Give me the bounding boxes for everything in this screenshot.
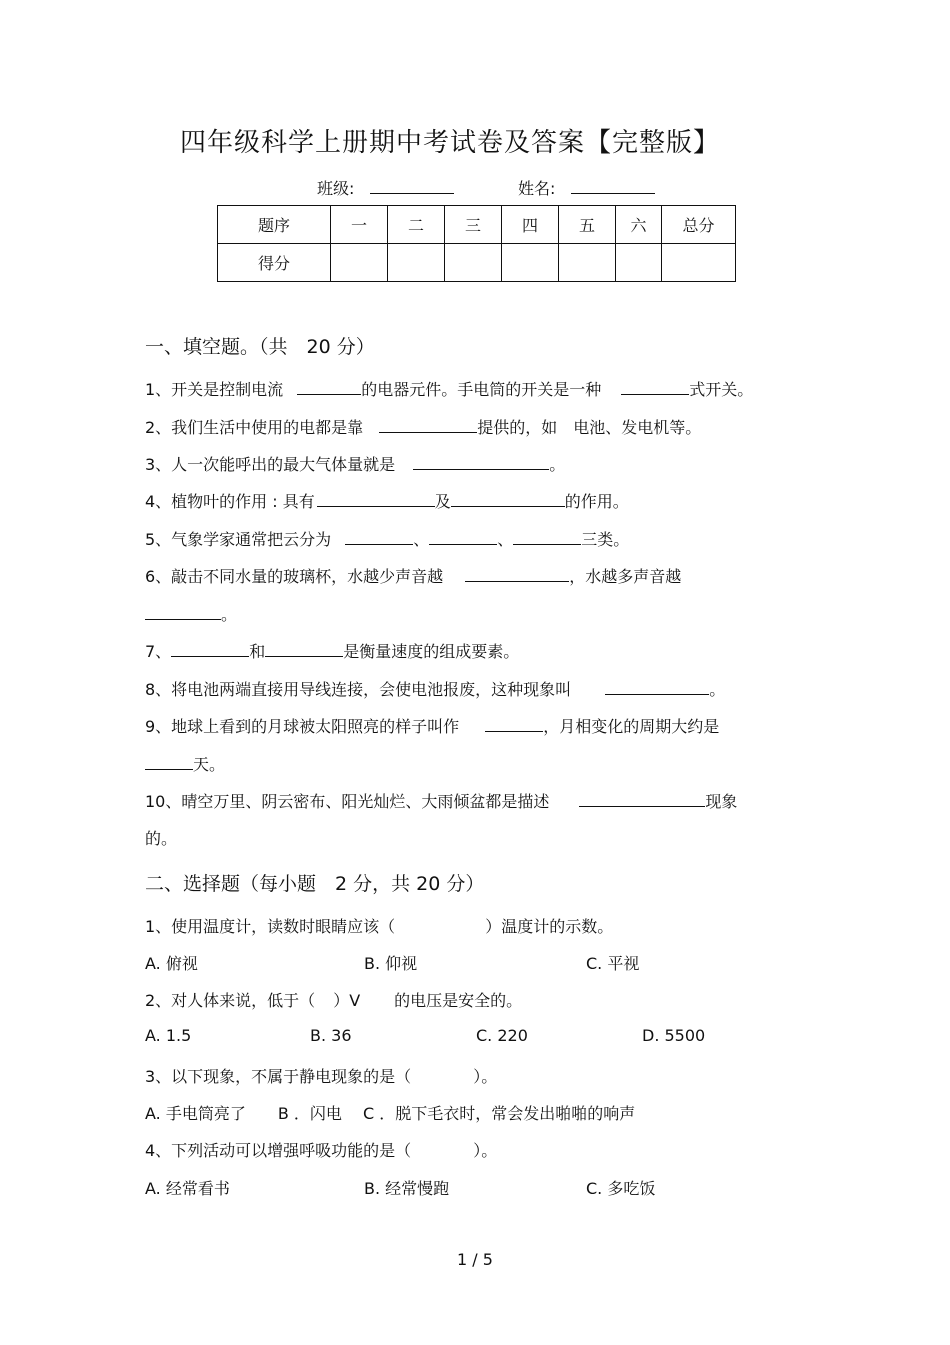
- option-a[interactable]: A. 俯视: [145, 954, 198, 973]
- option-c[interactable]: C. 220: [476, 1026, 528, 1045]
- q-text: 2、我们生活中使用的电都是靠: [145, 418, 364, 437]
- score-table: [217, 205, 736, 282]
- question-1-3: [145, 452, 565, 475]
- question-1-8: [145, 677, 725, 700]
- question-1-1: [145, 377, 753, 400]
- q-text: ）温度计的示数。: [485, 917, 614, 936]
- answer-blank[interactable]: [413, 453, 549, 470]
- answer-blank[interactable]: [605, 678, 709, 695]
- header-cell: 六: [616, 206, 662, 244]
- q-text: 天。: [193, 755, 226, 774]
- header-cell: 题序: [218, 206, 331, 244]
- q-text: 2、对人体来说，低于（: [145, 991, 316, 1010]
- options-line[interactable]: A. 手电筒亮了 B ．闪电 C ．脱下毛衣时，常会发出啪啪的响声: [145, 1104, 636, 1123]
- option-b[interactable]: B. 36: [310, 1026, 352, 1045]
- answer-blank[interactable]: [429, 528, 497, 545]
- header-cell: 四: [502, 206, 559, 244]
- answer-blank[interactable]: [145, 753, 193, 770]
- question-1-9: [145, 714, 719, 737]
- header-cell: 二: [388, 206, 445, 244]
- name-field: [518, 176, 655, 199]
- question-1-6: [145, 564, 681, 587]
- q-text: ）。: [473, 1141, 498, 1160]
- question-1-10: [145, 789, 737, 812]
- q-text: 及: [434, 492, 451, 511]
- q-text: 。: [221, 605, 238, 624]
- name-label: 姓名:: [518, 179, 556, 198]
- header-cell: 一: [331, 206, 388, 244]
- header-cell: 五: [559, 206, 616, 244]
- answer-blank[interactable]: [485, 715, 543, 732]
- answer-blank[interactable]: [171, 640, 249, 657]
- score-cell[interactable]: [559, 244, 616, 282]
- q-text: 1、开关是控制电流: [145, 380, 284, 399]
- name-blank: [571, 177, 655, 194]
- q-text: 4、植物叶的作用 : 具有: [145, 492, 315, 511]
- q-text: 8、将电池两端直接用导线连接，会使电池报废，这种现象叫: [145, 680, 572, 699]
- option-b[interactable]: B. 仰视: [364, 954, 418, 973]
- option-c[interactable]: C. 多吃饭: [586, 1179, 656, 1198]
- q-text: 。: [709, 680, 726, 699]
- option-a[interactable]: A. 1.5: [145, 1026, 192, 1045]
- q-text: 7、: [145, 642, 172, 661]
- question-1-10-cont: [145, 826, 177, 849]
- q-text: 式开关。: [689, 380, 754, 399]
- score-cell[interactable]: [502, 244, 559, 282]
- q-text: 、: [413, 530, 430, 549]
- q-text: 10、晴空万里、阴云密布、阳光灿烂、大雨倾盆都是描述: [145, 792, 550, 811]
- section1-heading: 一、填空题。（共 20 分）: [145, 336, 375, 358]
- page-title: 四年级科学上册期中考试卷及答案【完整版】: [179, 128, 720, 158]
- answer-blank[interactable]: [621, 378, 689, 395]
- question-1-7: [145, 639, 519, 662]
- page-number: 1 / 5: [457, 1250, 493, 1269]
- q-text: 4、下列活动可以增强呼吸功能的是（: [145, 1141, 412, 1160]
- score-cell[interactable]: [331, 244, 388, 282]
- score-table-header-row: [218, 206, 736, 244]
- answer-blank[interactable]: [345, 528, 413, 545]
- q-text: ）V: [333, 991, 361, 1010]
- class-field: [317, 176, 454, 199]
- answer-blank[interactable]: [379, 416, 477, 433]
- score-table-score-row: [218, 244, 736, 282]
- q-text: 3、人一次能呼出的最大气体量就是: [145, 455, 396, 474]
- score-cell[interactable]: [445, 244, 502, 282]
- answer-blank[interactable]: [579, 790, 705, 807]
- answer-blank[interactable]: [317, 490, 435, 507]
- header-cell: 总分: [662, 206, 736, 244]
- question-2-4: [145, 1138, 497, 1161]
- q-text: 6、敲击不同水量的玻璃杯，水越少声音越: [145, 567, 444, 586]
- q-text: 是衡量速度的组成要素。: [343, 642, 520, 661]
- question-1-5: [145, 527, 629, 550]
- q-text: ，月相变化的周期大约是: [543, 717, 720, 736]
- question-2-1: [145, 914, 613, 937]
- answer-blank[interactable]: [297, 378, 361, 395]
- q-text: ，水越多声音越: [569, 567, 682, 586]
- q-text: 和: [249, 642, 266, 661]
- q-text: 提供的，如 电池、发电机等。: [477, 418, 702, 437]
- answer-blank[interactable]: [513, 528, 581, 545]
- q-text: 三类。: [581, 530, 630, 549]
- header-cell: 三: [445, 206, 502, 244]
- section2-heading: 二、选择题（每小题 2 分，共 20 分）: [145, 873, 485, 895]
- score-cell[interactable]: [662, 244, 736, 282]
- option-b[interactable]: B. 经常慢跑: [364, 1179, 450, 1198]
- class-label: 班级:: [317, 179, 355, 198]
- question-1-6-cont: [145, 602, 237, 625]
- q-text: 1、使用温度计，读数时眼睛应该（: [145, 917, 396, 936]
- option-d[interactable]: D. 5500: [642, 1026, 706, 1045]
- score-row-label: 得分: [218, 244, 331, 282]
- q-text: 的电器元件。手电筒的开关是一种: [361, 380, 602, 399]
- q-text: ）。: [473, 1067, 498, 1086]
- q-text: 。: [549, 455, 566, 474]
- q-text: 的电压是安全的。: [394, 991, 523, 1010]
- q-text: 、: [497, 530, 514, 549]
- score-cell[interactable]: [616, 244, 662, 282]
- q-text: 的。: [145, 829, 178, 848]
- option-c[interactable]: C. 平视: [586, 954, 640, 973]
- question-2-3: [145, 1064, 497, 1087]
- question-2-2: [145, 988, 522, 1011]
- question-1-2: [145, 415, 701, 438]
- option-a[interactable]: A. 经常看书: [145, 1179, 230, 1198]
- q-text: 3、以下现象，不属于静电现象的是（: [145, 1067, 412, 1086]
- class-blank: [370, 177, 454, 194]
- question-1-9-cont: [145, 752, 225, 775]
- answer-blank[interactable]: [265, 640, 343, 657]
- answer-blank[interactable]: [465, 565, 569, 582]
- score-cell[interactable]: [388, 244, 445, 282]
- answer-blank[interactable]: [145, 603, 221, 620]
- q-text: 现象: [705, 792, 738, 811]
- q-text: 5、气象学家通常把云分为: [145, 530, 332, 549]
- q-text: 的作用。: [564, 492, 629, 511]
- answer-blank[interactable]: [451, 490, 565, 507]
- q-text: 9、地球上看到的月球被太阳照亮的样子叫作: [145, 717, 460, 736]
- question-1-4: [145, 489, 629, 512]
